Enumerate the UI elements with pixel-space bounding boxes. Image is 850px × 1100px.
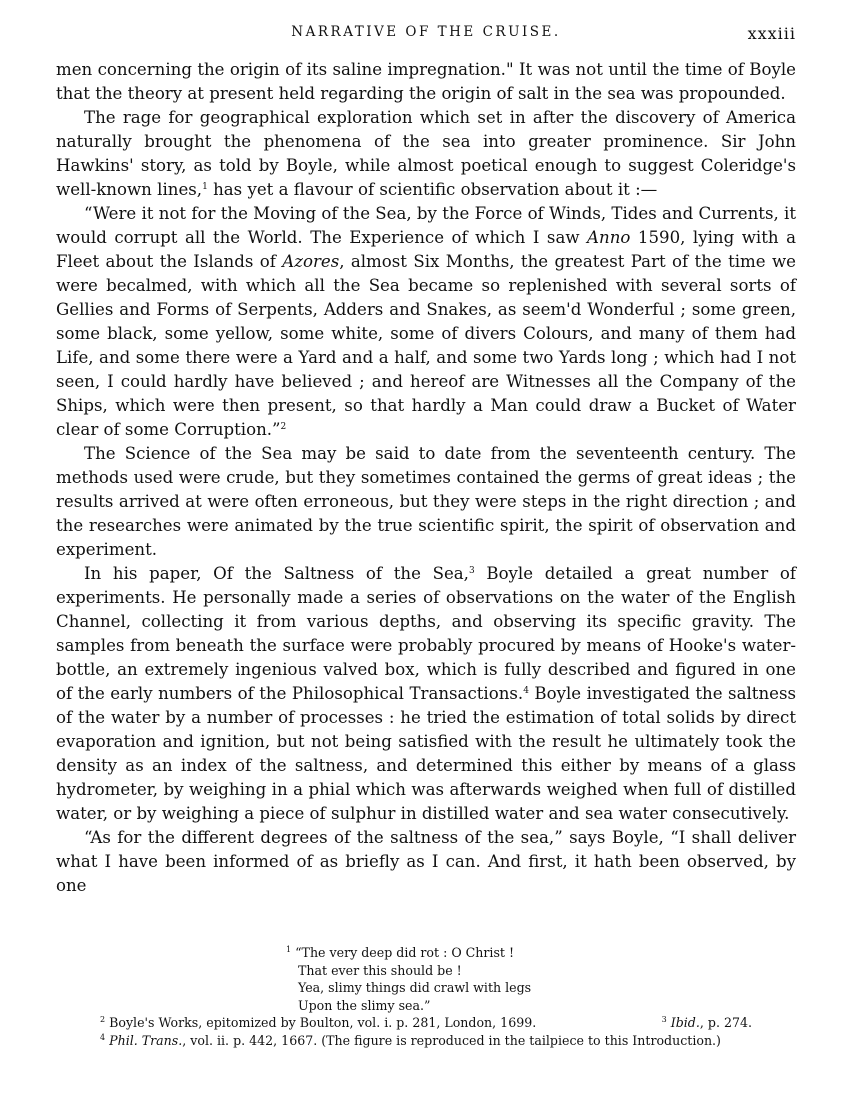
footnote-2-text: Boyle's Works, epitomized by Boulton, vol. i. p. 281, London, 1699. bbox=[109, 1015, 537, 1030]
footnote-4 bbox=[100, 1032, 760, 1050]
footnote-1-line-3: Yea, slimy things did crawl with legs bbox=[298, 980, 532, 995]
paragraph-4-text: The Science of the Sea may be said to date from the seventeenth century. The methods used were crude, but they sometimes contained the germs of great ideas ; the results arrived at were often erroneous, but they were steps in the right direction ; and the researches were animated by the true scientific spirit, the spirit of observation and experiment. bbox=[56, 444, 796, 559]
quote-text-3: , almost Six Months, the greatest Part of the time we were becalmed, with which all the Sea became so replenished with several sorts of Gellies and Forms of Serpents, Adders and Snakes, as seem'd Wonderful ; some green, some black, some yellow, some white, some of divers Colours, and many of them had Life, and some there were a Yard and a half, and some two Yards long ; which had I not seen, I could hardly have believed ; and hereof are Witnesses all the Company of the Ships, which were then present, so that hardly a Man could draw a Bucket of Water clear of some Corruption.” bbox=[56, 252, 796, 439]
quote-italic-anno: Anno bbox=[587, 228, 631, 247]
footnote-3-ibid: Ibid. bbox=[670, 1015, 700, 1030]
paragraph-6-text: “As for the different degrees of the saltness of the sea,” says Boyle, “I shall deliver what I have been informed of as briefly as I can. And first, it hath been observed, by one bbox=[56, 828, 796, 895]
footnote-4-text: , vol. ii. p. 442, 1667. (The figure is reproduced in the tailpiece to this Introduction.) bbox=[182, 1032, 721, 1048]
footnote-1-line-4: Upon the slimy sea.” bbox=[298, 997, 431, 1013]
footnote-3-mark: 3 bbox=[661, 1015, 667, 1024]
footnote-ref-1: 1 bbox=[202, 182, 208, 192]
footnote-2-3-line bbox=[100, 1014, 760, 1032]
footnotes bbox=[100, 944, 760, 1049]
footnote-2-mark: 2 bbox=[100, 1015, 106, 1024]
paragraph-5-text-b: Boyle detailed a great number of experiments. He personally made a series of observations on the water of the English Channel, collecting it from various depths, and observing its specific gravity. The samples from beneath the surface were probably procured by means of Hooke's water-bottle, an extremely ingenious valved box, which is fully described and figured in one of the early numbers of the Philosophical Transactions. bbox=[56, 564, 796, 703]
paragraph-2 bbox=[56, 106, 796, 202]
footnote-2 bbox=[100, 1014, 536, 1032]
paragraph-1-text: men concerning the origin of its saline impregnation." It was not until the time of Boyle that the theory at present held regarding the origin of salt in the sea was propounded. bbox=[56, 60, 796, 103]
footnote-1 bbox=[286, 944, 760, 1014]
paragraph-1 bbox=[56, 58, 796, 106]
footnote-4-mark: 4 bbox=[100, 1032, 106, 1042]
paragraph-boyle-saltness bbox=[56, 562, 796, 826]
footnote-3-text: , p. 274. bbox=[699, 1015, 752, 1030]
running-head: NARRATIVE OF THE CRUISE. bbox=[291, 24, 561, 40]
footnote-1-mark: 1 bbox=[286, 945, 292, 954]
footnote-ref-3: 3 bbox=[468, 566, 475, 576]
paragraph-5-text-a: In his paper, Of the Saltness of the Sea, bbox=[84, 564, 469, 583]
paragraph-2-text-a: The rage for geographical exploration which set in after the discovery of America naturally brought the phenomena of the sea into greater prominence. Sir John Hawkins' story, as told by Boyle, while almost poetical enough to suggest Coleridge's well-known lines, bbox=[56, 108, 796, 199]
footnote-3 bbox=[662, 1014, 760, 1032]
paragraph-5-text-c: Boyle investigated the saltness of the water by a number of processes : he tried the estimation of total solids by direct evaporation and ignition, but not being satisfied with the result he ultimately took the density as an index of the saltness, and determined this either by means of a glass hydrometer, by weighing in a phial which was afterwards weighed when full of distilled water, or by weighing a piece of sulphur in distilled water and sea water consecutively. bbox=[56, 684, 796, 823]
hawkins-quote bbox=[56, 202, 796, 442]
footnote-1-line-2: That ever this should be ! bbox=[298, 962, 462, 978]
paragraph-boyle-quote bbox=[56, 826, 796, 898]
page-number: xxxiii bbox=[747, 24, 796, 43]
quote-text-2: 1590, lying with a Fleet about the Islands of bbox=[56, 228, 796, 271]
body-text bbox=[56, 58, 796, 898]
footnote-1-line-1: “The very deep did rot : O Christ ! bbox=[295, 945, 515, 960]
footnote-ref-4: 4 bbox=[523, 686, 529, 696]
footnote-4-journal: Phil. Trans. bbox=[109, 1032, 183, 1048]
page-header bbox=[56, 24, 796, 48]
footnote-ref-2: 2 bbox=[280, 422, 287, 432]
paragraph-science-of-sea bbox=[56, 442, 796, 562]
paragraph-2-text-b: has yet a flavour of scientific observation about it :— bbox=[207, 180, 658, 199]
quote-text-1: “Were it not for the Moving of the Sea, by the Force of Winds, Tides and Currents, it would corrupt all the World. The Experience of which I saw bbox=[56, 204, 796, 247]
quote-italic-azores: Azores bbox=[282, 252, 340, 271]
